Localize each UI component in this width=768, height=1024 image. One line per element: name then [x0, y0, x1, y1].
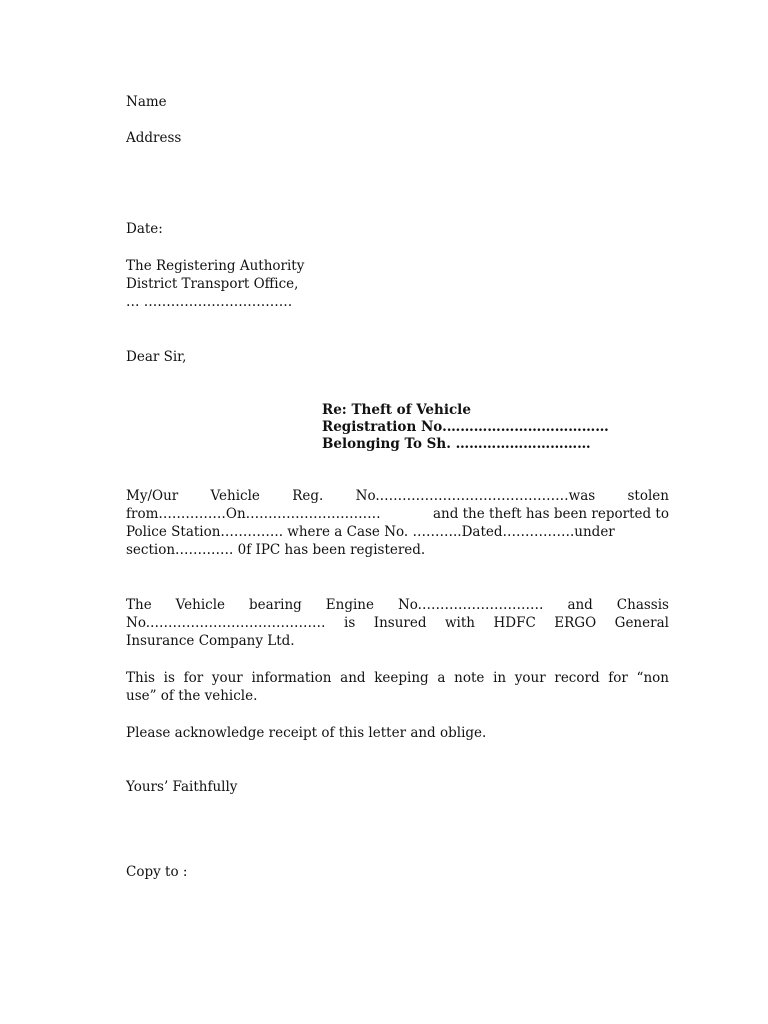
word: My/Our [126, 488, 179, 504]
word: Reg. [292, 488, 324, 504]
word: information [251, 670, 332, 686]
word: stolen [627, 488, 669, 504]
recipient-line-1: The Registering Authority [126, 258, 305, 274]
word: Police Station………….. where a Case No. ………..Dated…………….under [126, 524, 615, 540]
word: General [614, 615, 669, 631]
word: a [437, 670, 446, 686]
word: This [126, 670, 155, 686]
paragraph-3-line-2: use” of the vehicle. [126, 688, 258, 704]
paragraph-information [126, 669, 669, 705]
recipient-line-3: … …………………………… [126, 294, 293, 310]
word: from……………On………………………… [126, 506, 381, 522]
word: is [163, 670, 175, 686]
subject-line-1: Re: Theft of Vehicle [322, 402, 471, 418]
paragraph-vehicle-details [126, 596, 669, 650]
salutation: Dear Sir, [126, 349, 187, 365]
word: note [454, 670, 485, 686]
word: bearing [249, 597, 302, 613]
word: in [493, 670, 507, 686]
recipient-line-2: District Transport Office, [126, 276, 299, 292]
paragraph-2-line-2 [126, 614, 669, 632]
date-label: Date: [126, 221, 163, 237]
word: No.……………………………………was [355, 488, 596, 504]
subject-line-2: Registration No.……………………………… [322, 419, 609, 435]
word: No.……………………… [397, 597, 544, 613]
subject-line-3: Belonging To Sh. ………………………… [322, 436, 591, 452]
paragraph-1-line-1 [126, 487, 669, 505]
paragraph-2-line-1 [126, 596, 669, 614]
word: your [211, 670, 243, 686]
word: “non [636, 670, 669, 686]
word: and the theft has been reported to [432, 506, 669, 522]
word: and [567, 597, 593, 613]
word: and [340, 670, 366, 686]
word: is [344, 615, 356, 631]
word: Chassis [616, 597, 669, 613]
paragraph-1-line-3 [126, 523, 669, 541]
word: keeping [374, 670, 429, 686]
paragraph-2-line-3: Insurance Company Ltd. [126, 633, 295, 649]
sender-address: Address [126, 130, 182, 146]
paragraph-3-line-1 [126, 669, 669, 687]
word: for [183, 670, 204, 686]
copy-to-label: Copy to : [126, 864, 188, 880]
word: HDFC [493, 615, 536, 631]
word: your [514, 670, 546, 686]
word: The [126, 597, 152, 613]
word: No.………………………………… [126, 615, 326, 631]
acknowledge-request: Please acknowledge receipt of this letter and oblige. [126, 725, 487, 741]
word: Engine [325, 597, 374, 613]
paragraph-1-line-2 [126, 505, 669, 523]
word: with [444, 615, 475, 631]
word: Vehicle [210, 488, 260, 504]
word: ERGO [554, 615, 597, 631]
paragraph-theft-details [126, 487, 669, 559]
word: for [608, 670, 628, 686]
sender-name: Name [126, 94, 167, 110]
word: Insured [373, 615, 427, 631]
paragraph-1-line-4: section…………. 0f IPC has been registered. [126, 542, 426, 558]
closing: Yours’ Faithfully [126, 779, 238, 795]
word: record [554, 670, 600, 686]
word: Vehicle [175, 597, 226, 613]
